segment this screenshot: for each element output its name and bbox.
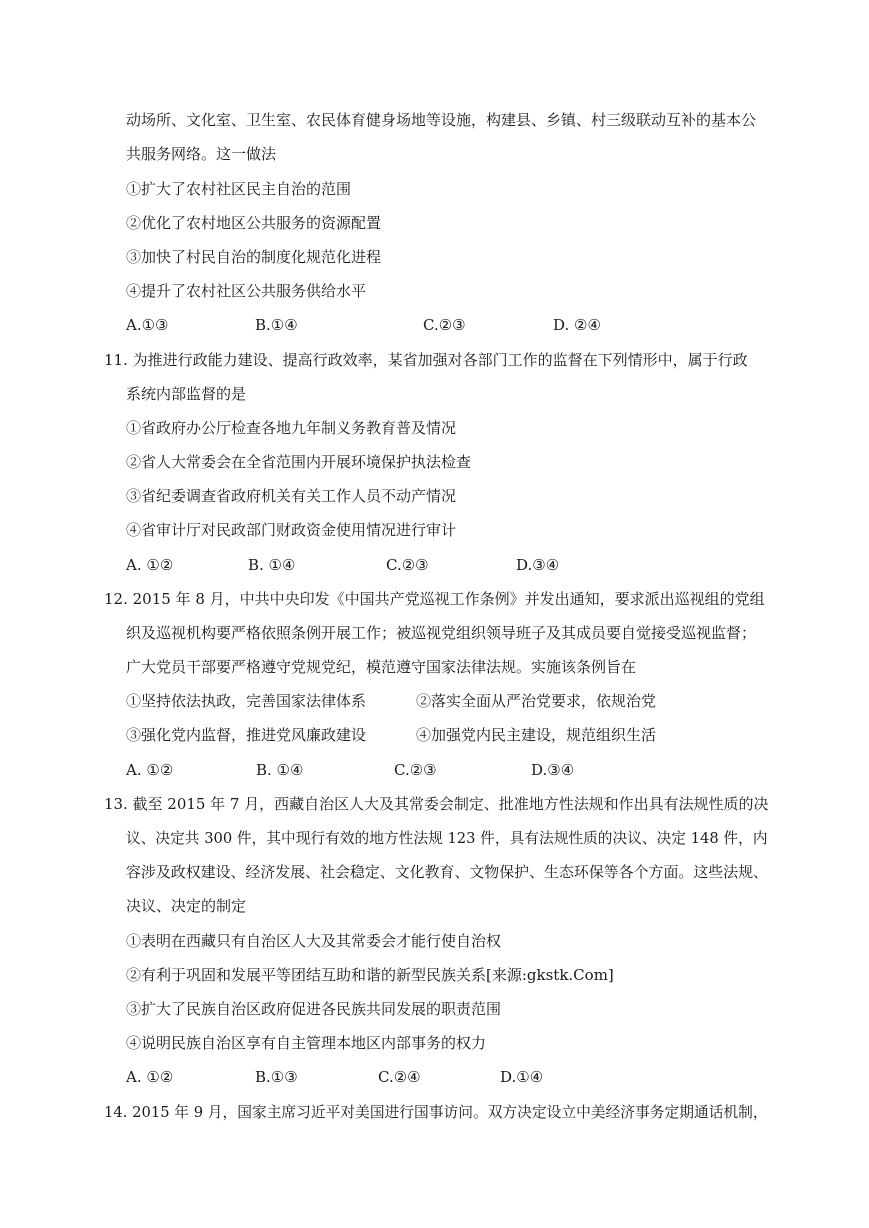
q10-choices bbox=[0, 315, 869, 335]
q11-choice-c: C.②③ bbox=[386, 556, 429, 574]
q10-item-4: ④提升了农村社区公共服务供给水平 bbox=[126, 282, 367, 300]
q13-stem-line-4: 决议、决定的制定 bbox=[126, 897, 247, 915]
q13-choice-b: B.①③ bbox=[255, 1068, 298, 1086]
q12-item-row-1 bbox=[0, 691, 869, 711]
q12-stem-line-3: 广大党员干部要严格遵守党规党纪，模范遵守国家法律法规。实施该条例旨在 bbox=[126, 658, 637, 676]
q13-choice-c: C.②④ bbox=[378, 1068, 421, 1086]
q10-choice-b: B.①④ bbox=[255, 316, 298, 334]
q11-item-1: ①省政府办公厅检查各地九年制义务教育普及情况 bbox=[126, 419, 457, 437]
q11-stem-line-2: 系统内部监督的是 bbox=[126, 385, 247, 403]
q12-choice-a: A. ①② bbox=[126, 761, 174, 779]
q11-choice-b: B. ①④ bbox=[248, 556, 296, 574]
q12-item-4: ④加强党内民主建设，规范组织生活 bbox=[416, 726, 657, 744]
q11-item-4: ④省审计厅对民政部门财政资金使用情况进行审计 bbox=[126, 521, 457, 539]
q12-stem-line-2: 织及巡视机构要严格依照条例开展工作；被巡视党组织领导班子及其成员要自觉接受巡视监督； bbox=[126, 624, 757, 642]
q13-stem-line-1: 13. 截至 2015 年 7 月，西藏自治区人大及其常委会制定、批准地方性法规和作出具有法规性质的决 bbox=[104, 795, 769, 813]
q10-stem-line-2: 共服务网络。这一做法 bbox=[126, 145, 277, 163]
q12-item-row-2 bbox=[0, 725, 869, 745]
q12-choice-c: C.②③ bbox=[394, 761, 437, 779]
q11-item-2: ②省人大常委会在全省范围内开展环境保护执法检查 bbox=[126, 453, 472, 471]
q13-item-1: ①表明在西藏只有自治区人大及其常委会才能行使自治权 bbox=[126, 932, 502, 950]
q11-stem-line-1: 11. 为推进行政能力建设、提高行政效率，某省加强对各部门工作的监督在下列情形中，属于行政 bbox=[104, 351, 748, 369]
q12-item-2: ②落实全面从严治党要求，依规治党 bbox=[416, 692, 657, 710]
q13-item-3: ③扩大了民族自治区政府促进各民族共同发展的职责范围 bbox=[126, 1000, 502, 1018]
q12-choices bbox=[0, 760, 869, 780]
q13-stem-line-3: 容涉及政权建设、经济发展、社会稳定、文化教育、文物保护、生态环保等各个方面。这些法规、 bbox=[126, 863, 768, 881]
q13-item-4: ④说明民族自治区享有自主管理本地区内部事务的权力 bbox=[126, 1034, 487, 1052]
q12-choice-d: D.③④ bbox=[531, 761, 575, 779]
q10-item-3: ③加快了村民自治的制度化规范化进程 bbox=[126, 248, 382, 266]
q13-choices bbox=[0, 1067, 869, 1087]
q11-item-3: ③省纪委调查省政府机关有关工作人员不动产情况 bbox=[126, 487, 457, 505]
q13-item-2: ②有利于巩固和发展平等团结互助和谐的新型民族关系[来源:gkstk.Com] bbox=[126, 966, 614, 984]
q12-choice-b: B. ①④ bbox=[256, 761, 304, 779]
q10-choice-c: C.②③ bbox=[423, 316, 466, 334]
q13-stem-line-2: 议、决定共 300 件，其中现行有效的地方性法规 123 件，具有法规性质的决议、决定 148 件，内 bbox=[126, 829, 768, 847]
q10-choice-a: A.①③ bbox=[126, 316, 169, 334]
q12-item-1: ①坚持依法执政，完善国家法律体系 bbox=[126, 692, 367, 710]
q12-stem-line-1: 12. 2015 年 8 月，中共中央印发《中国共产党巡视工作条例》并发出通知，要求派出巡视组的党组 bbox=[104, 590, 765, 608]
q13-choice-a: A. ①② bbox=[126, 1068, 174, 1086]
q11-choices bbox=[0, 555, 869, 575]
q10-stem-line-1: 动场所、文化室、卫生室、农民体育健身场地等设施，构建县、乡镇、村三级联动互补的基本公 bbox=[126, 111, 757, 129]
q11-choice-d: D.③④ bbox=[516, 556, 560, 574]
q10-choice-d: D. ②④ bbox=[553, 316, 601, 334]
q10-item-1: ①扩大了农村社区民主自治的范围 bbox=[126, 180, 352, 198]
q11-choice-a: A. ①② bbox=[126, 556, 174, 574]
q12-item-3: ③强化党内监督，推进党风廉政建设 bbox=[126, 726, 367, 744]
q13-choice-d: D.①④ bbox=[500, 1068, 544, 1086]
q14-stem-line-1: 14. 2015 年 9 月，国家主席习近平对美国进行国事访问。双方决定设立中美经济事务定期通话机制， bbox=[104, 1103, 768, 1121]
q10-item-2: ②优化了农村地区公共服务的资源配置 bbox=[126, 214, 382, 232]
